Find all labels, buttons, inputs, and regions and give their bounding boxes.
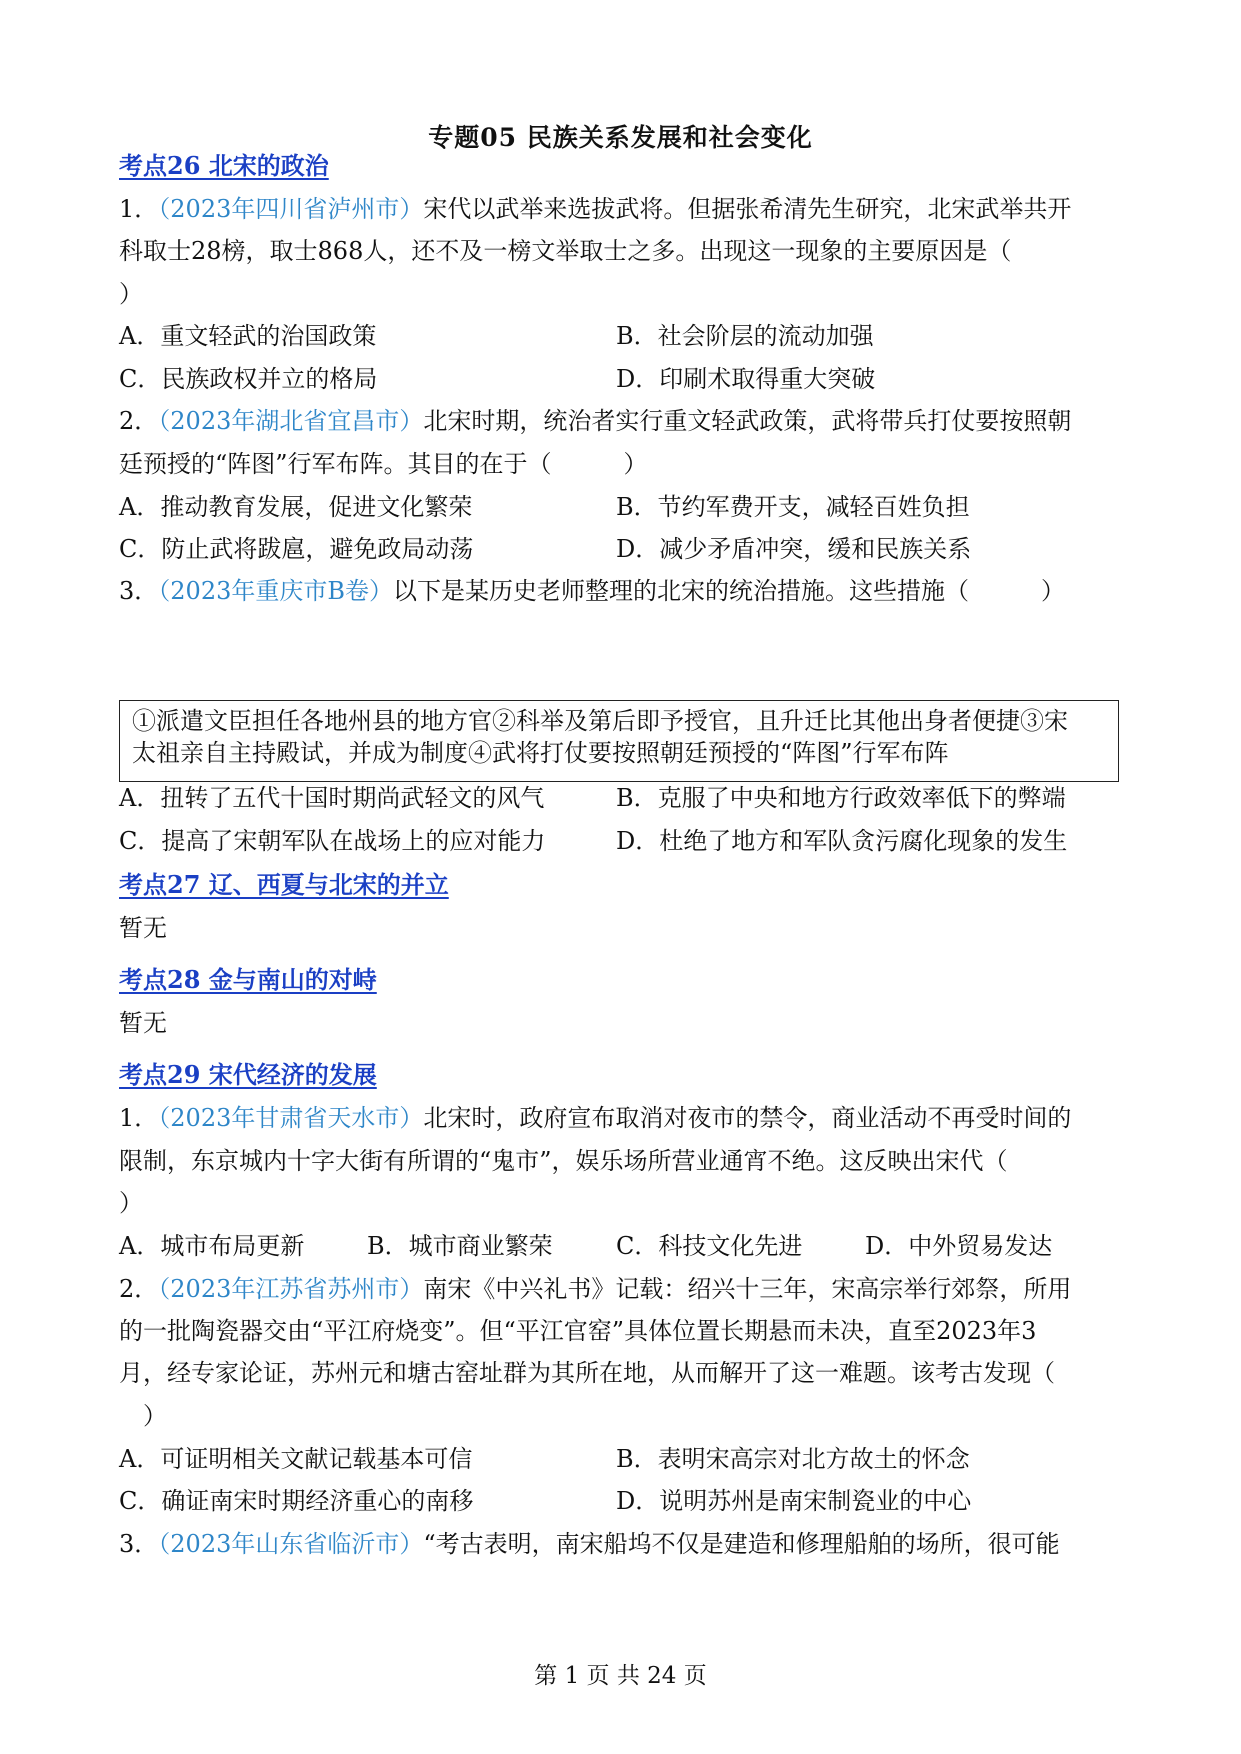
- question-text: 北宋时，政府宣布取消对夜市的禁令，商业活动不再受时间的: [423, 1104, 1072, 1132]
- option-a: A．重文轻武的治国政策: [119, 322, 377, 350]
- question-line: [119, 405, 1071, 437]
- question-line: [119, 1102, 1071, 1134]
- material-line: ①派遣文臣担任各地州县的地方官②科举及第后即予授官，且升迁比其他出身者便捷③宋: [132, 707, 1068, 735]
- option-b: B．城市商业繁荣: [367, 1232, 553, 1260]
- question-number: 3．: [119, 577, 159, 605]
- question-text: ）: [119, 280, 143, 308]
- question-number: 1．: [119, 195, 159, 223]
- page-title: 专题05 民族关系发展和社会变化: [428, 123, 813, 152]
- question-text: 廷预授的“阵图”行军布阵。其目的在于（ ）: [119, 450, 648, 478]
- question-source: （2023年江苏省苏州市）: [158, 1275, 424, 1303]
- question-source: （2023年四川省泸州市）: [158, 195, 424, 223]
- section-heading-kd27[interactable]: 考点27 辽、西夏与北宋的并立: [119, 870, 449, 899]
- option-a: A．城市布局更新: [119, 1232, 305, 1260]
- question-line: [119, 1528, 1060, 1560]
- page-footer: 第 1 页 共 24 页: [534, 1663, 707, 1689]
- question-number: 2．: [119, 1275, 159, 1303]
- question-text: 月，经专家论证，苏州元和塘古窑址群为其所在地，从而解开了这一难题。该考古发现（: [119, 1359, 1055, 1387]
- question-text: 北宋时期，统治者实行重文轻武政策，武将带兵打仗要按照朝: [423, 407, 1072, 435]
- option-d: D．杜绝了地方和军队贪污腐化现象的发生: [616, 827, 1068, 855]
- option-b: B．节约军费开支，减轻百姓负担: [616, 493, 970, 521]
- question-text: 以下是某历史老师整理的北宋的统治措施。这些措施（ ）: [393, 577, 1065, 605]
- section-body: 暂无: [119, 1009, 167, 1037]
- question-line: [119, 193, 1071, 225]
- option-a: A．推动教育发展，促进文化繁荣: [119, 493, 473, 521]
- question-line: [119, 1273, 1071, 1305]
- option-c: C．科技文化先进: [616, 1232, 803, 1260]
- section-heading-kd26[interactable]: 考点26 北宋的政治: [119, 151, 329, 180]
- option-b: B．表明宋高宗对北方故土的怀念: [616, 1445, 970, 1473]
- question-number: 2．: [119, 407, 159, 435]
- option-b: B．社会阶层的流动加强: [616, 322, 874, 350]
- question-text: 宋代以武举来选拔武将。但据张希清先生研究，北宋武举共开: [423, 195, 1072, 223]
- option-d: D．减少矛盾冲突，缓和民族关系: [616, 535, 972, 563]
- question-text: 南宋《中兴礼书》记载：绍兴十三年，宋高宗举行郊祭，所用: [423, 1275, 1072, 1303]
- material-line: 太祖亲自主持殿试，并成为制度④武将打仗要按照朝廷预授的“阵图”行军布阵: [132, 739, 949, 767]
- question-source: （2023年山东省临沂市）: [158, 1530, 424, 1558]
- question-line: [119, 575, 1065, 607]
- section-heading-kd29[interactable]: 考点29 宋代经济的发展: [119, 1060, 377, 1089]
- section-body: 暂无: [119, 914, 167, 942]
- option-a: A．扭转了五代十国时期尚武轻文的风气: [119, 784, 545, 812]
- option-c: C．提高了宋朝军队在战场上的应对能力: [119, 827, 546, 855]
- question-text: 科取士28榜，取士868人，还不及一榜文举取士之多。出现这一现象的主要原因是（: [119, 237, 1012, 265]
- option-d: D．说明苏州是南宋制瓷业的中心: [616, 1487, 972, 1515]
- question-text: 限制，东京城内十字大街有所谓的“鬼市”，娱乐场所营业通宵不绝。这反映出宋代（: [119, 1147, 1008, 1175]
- option-a: A．可证明相关文献记载基本可信: [119, 1445, 473, 1473]
- question-number: 1．: [119, 1104, 159, 1132]
- question-text: 的一批陶瓷器交由“平江府烧变”。但“平江官窑”具体位置长期悬而未决，直至2023年3: [119, 1317, 1037, 1345]
- option-b: B．克服了中央和地方行政效率低下的弊端: [616, 784, 1066, 812]
- question-source: （2023年湖北省宜昌市）: [158, 407, 424, 435]
- option-d: D．印刷术取得重大突破: [616, 365, 876, 393]
- question-number: 3．: [119, 1530, 159, 1558]
- question-source: （2023年重庆市B卷）: [158, 577, 393, 605]
- question-text: ）: [143, 1402, 167, 1430]
- section-heading-kd28[interactable]: 考点28 金与南山的对峙: [119, 965, 377, 994]
- question-source: （2023年甘肃省天水市）: [158, 1104, 424, 1132]
- question-text: “考古表明，南宋船坞不仅是建造和修理船舶的场所，很可能: [423, 1530, 1060, 1558]
- material-box: [119, 700, 1119, 782]
- option-d: D．中外贸易发达: [865, 1232, 1053, 1260]
- option-c: C．确证南宋时期经济重心的南移: [119, 1487, 474, 1515]
- option-c: C．防止武将跋扈，避免政局动荡: [119, 535, 474, 563]
- question-text: ）: [119, 1189, 143, 1217]
- option-c: C．民族政权并立的格局: [119, 365, 378, 393]
